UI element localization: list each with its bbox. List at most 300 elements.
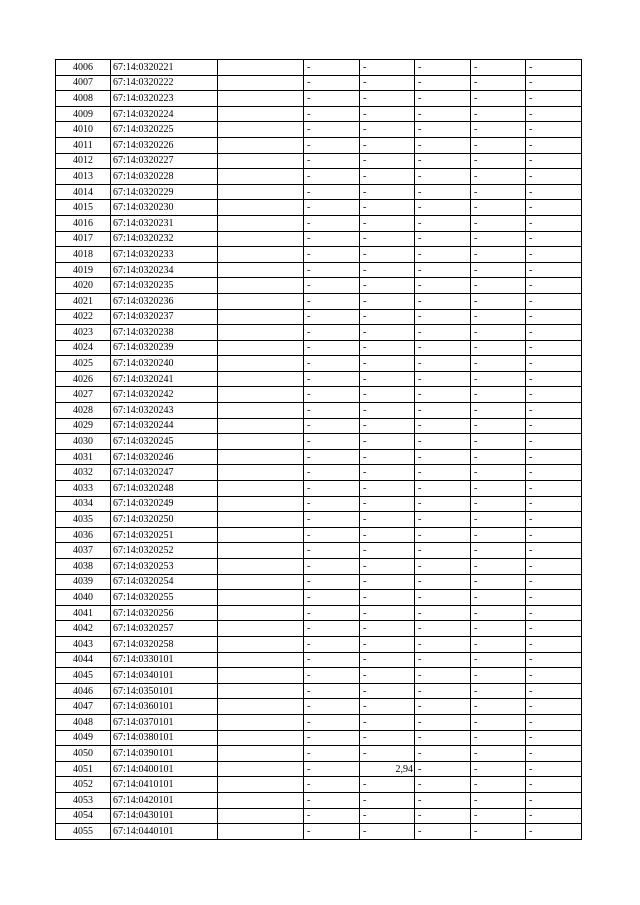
column-5-cell: - [360, 792, 415, 808]
column-4-cell: - [304, 247, 360, 263]
column-7-cell: - [471, 699, 526, 715]
table-row [56, 434, 582, 450]
column-7-cell: - [471, 356, 526, 372]
row-number-cell: 4011 [56, 137, 111, 153]
row-number-cell: 4050 [56, 746, 111, 762]
column-7-cell: - [471, 605, 526, 621]
column-8-cell: - [526, 559, 582, 575]
column-8-cell: - [526, 512, 582, 528]
row-number-cell: 4035 [56, 512, 111, 528]
column-5-cell: - [360, 746, 415, 762]
column-3-cell [218, 652, 304, 668]
column-3-cell [218, 481, 304, 497]
cadastral-code-cell: 67:14:0320233 [111, 247, 218, 263]
column-4-cell: - [304, 621, 360, 637]
column-7-cell: - [471, 247, 526, 263]
row-number-cell: 4043 [56, 636, 111, 652]
row-number-cell: 4025 [56, 356, 111, 372]
column-5-cell: - [360, 293, 415, 309]
column-8-cell: - [526, 636, 582, 652]
column-7-cell: - [471, 527, 526, 543]
table-row [56, 668, 582, 684]
column-8-cell: - [526, 699, 582, 715]
column-3-cell [218, 356, 304, 372]
row-number-cell: 4046 [56, 683, 111, 699]
column-5-cell: - [360, 340, 415, 356]
column-5-cell: - [360, 496, 415, 512]
table-row [56, 652, 582, 668]
column-3-cell [218, 465, 304, 481]
column-7-cell: - [471, 340, 526, 356]
cadastral-code-cell: 67:14:0320231 [111, 215, 218, 231]
column-3-cell [218, 184, 304, 200]
column-5-cell: - [360, 231, 415, 247]
column-6-cell: - [415, 824, 471, 840]
column-3-cell [218, 418, 304, 434]
column-7-cell: - [471, 621, 526, 637]
column-4-cell: - [304, 730, 360, 746]
column-6-cell: - [415, 636, 471, 652]
table-row [56, 293, 582, 309]
column-8-cell: - [526, 215, 582, 231]
column-7-cell: - [471, 418, 526, 434]
column-3-cell [218, 371, 304, 387]
column-6-cell: - [415, 434, 471, 450]
column-5-cell: - [360, 668, 415, 684]
column-4-cell: - [304, 278, 360, 294]
column-5-cell: - [360, 730, 415, 746]
cadastral-code-cell: 67:14:0320236 [111, 293, 218, 309]
table-row [56, 824, 582, 840]
column-8-cell: - [526, 777, 582, 793]
column-5-cell: - [360, 200, 415, 216]
table-row [56, 605, 582, 621]
column-6-cell: - [415, 746, 471, 762]
column-7-cell: - [471, 636, 526, 652]
column-4-cell: - [304, 465, 360, 481]
column-5-cell: - [360, 91, 415, 107]
column-6-cell: - [415, 512, 471, 528]
row-number-cell: 4028 [56, 403, 111, 419]
column-3-cell [218, 746, 304, 762]
column-8-cell: - [526, 387, 582, 403]
column-6-cell: - [415, 200, 471, 216]
column-3-cell [218, 325, 304, 341]
column-3-cell [218, 699, 304, 715]
column-5-cell: - [360, 356, 415, 372]
column-6-cell: - [415, 309, 471, 325]
column-6-cell: - [415, 714, 471, 730]
table-row [56, 309, 582, 325]
column-5-cell: - [360, 527, 415, 543]
row-number-cell: 4051 [56, 761, 111, 777]
column-7-cell: - [471, 371, 526, 387]
column-6-cell: - [415, 371, 471, 387]
column-5-cell: - [360, 215, 415, 231]
column-3-cell [218, 387, 304, 403]
column-6-cell: - [415, 153, 471, 169]
cadastral-code-cell: 67:14:0320232 [111, 231, 218, 247]
column-3-cell [218, 247, 304, 263]
table-row [56, 559, 582, 575]
row-number-cell: 4022 [56, 309, 111, 325]
column-4-cell: - [304, 777, 360, 793]
cadastral-code-cell: 67:14:0320242 [111, 387, 218, 403]
table-row [56, 621, 582, 637]
column-5-cell: - [360, 325, 415, 341]
cadastral-code-cell: 67:14:0320251 [111, 527, 218, 543]
column-4-cell: - [304, 153, 360, 169]
column-6-cell: - [415, 543, 471, 559]
column-4-cell: - [304, 387, 360, 403]
column-7-cell: - [471, 325, 526, 341]
column-7-cell: - [471, 387, 526, 403]
column-8-cell: - [526, 153, 582, 169]
row-number-cell: 4030 [56, 434, 111, 450]
column-7-cell: - [471, 75, 526, 91]
cadastral-code-cell: 67:14:0430101 [111, 808, 218, 824]
column-7-cell: - [471, 293, 526, 309]
column-8-cell: - [526, 106, 582, 122]
column-4-cell: - [304, 714, 360, 730]
column-5-cell: - [360, 247, 415, 263]
column-3-cell [218, 137, 304, 153]
column-7-cell: - [471, 824, 526, 840]
cadastral-code-cell: 67:14:0320249 [111, 496, 218, 512]
row-number-cell: 4045 [56, 668, 111, 684]
table-row [56, 184, 582, 200]
column-5-cell: - [360, 75, 415, 91]
column-6-cell: - [415, 122, 471, 138]
row-number-cell: 4014 [56, 184, 111, 200]
column-8-cell: - [526, 668, 582, 684]
column-8-cell: - [526, 527, 582, 543]
row-number-cell: 4036 [56, 527, 111, 543]
column-6-cell: - [415, 387, 471, 403]
column-8-cell: - [526, 714, 582, 730]
column-7-cell: - [471, 543, 526, 559]
column-7-cell: - [471, 714, 526, 730]
cadastral-code-cell: 67:14:0320222 [111, 75, 218, 91]
column-5-cell: - [360, 169, 415, 185]
cadastral-code-cell: 67:14:0320245 [111, 434, 218, 450]
column-5-cell: - [360, 122, 415, 138]
cadastral-code-cell: 67:14:0320258 [111, 636, 218, 652]
column-3-cell [218, 636, 304, 652]
column-8-cell: - [526, 746, 582, 762]
cadastral-code-cell: 67:14:0320250 [111, 512, 218, 528]
column-4-cell: - [304, 231, 360, 247]
column-8-cell: - [526, 75, 582, 91]
row-number-cell: 4053 [56, 792, 111, 808]
table-row [56, 418, 582, 434]
column-8-cell: - [526, 730, 582, 746]
column-3-cell [218, 496, 304, 512]
column-5-cell: - [360, 605, 415, 621]
column-5-cell: - [360, 278, 415, 294]
cadastral-code-cell: 67:14:0410101 [111, 777, 218, 793]
column-3-cell [218, 122, 304, 138]
column-3-cell [218, 403, 304, 419]
column-6-cell: - [415, 169, 471, 185]
column-8-cell: - [526, 278, 582, 294]
column-3-cell [218, 808, 304, 824]
column-8-cell: - [526, 574, 582, 590]
cadastral-code-cell: 67:14:0320226 [111, 137, 218, 153]
column-5-cell: - [360, 714, 415, 730]
row-number-cell: 4012 [56, 153, 111, 169]
column-4-cell: - [304, 636, 360, 652]
cadastral-code-cell: 67:14:0330101 [111, 652, 218, 668]
column-8-cell: - [526, 434, 582, 450]
table-row [56, 543, 582, 559]
row-number-cell: 4006 [56, 60, 111, 76]
column-5-cell: - [360, 153, 415, 169]
column-7-cell: - [471, 278, 526, 294]
column-8-cell: - [526, 652, 582, 668]
cadastral-code-cell: 67:14:0320244 [111, 418, 218, 434]
column-7-cell: - [471, 652, 526, 668]
cadastral-code-cell: 67:14:0440101 [111, 824, 218, 840]
column-3-cell [218, 730, 304, 746]
column-8-cell: - [526, 137, 582, 153]
column-4-cell: - [304, 75, 360, 91]
column-8-cell: - [526, 184, 582, 200]
column-7-cell: - [471, 590, 526, 606]
column-7-cell: - [471, 512, 526, 528]
column-4-cell: - [304, 60, 360, 76]
column-5-cell: - [360, 777, 415, 793]
table-row [56, 403, 582, 419]
column-4-cell: - [304, 262, 360, 278]
column-7-cell: - [471, 465, 526, 481]
column-5-cell: - [360, 574, 415, 590]
table-row [56, 356, 582, 372]
column-8-cell: - [526, 325, 582, 341]
column-4-cell: - [304, 761, 360, 777]
column-5-cell: - [360, 636, 415, 652]
table-row [56, 746, 582, 762]
row-number-cell: 4027 [56, 387, 111, 403]
column-4-cell: - [304, 746, 360, 762]
column-4-cell: - [304, 403, 360, 419]
column-5-cell: - [360, 512, 415, 528]
table-row [56, 325, 582, 341]
column-6-cell: - [415, 278, 471, 294]
column-3-cell [218, 543, 304, 559]
column-8-cell: - [526, 247, 582, 263]
column-4-cell: - [304, 106, 360, 122]
cadastral-code-cell: 67:14:0320239 [111, 340, 218, 356]
column-6-cell: - [415, 262, 471, 278]
column-7-cell: - [471, 746, 526, 762]
table-row [56, 278, 582, 294]
cadastral-code-cell: 67:14:0320247 [111, 465, 218, 481]
column-6-cell: - [415, 184, 471, 200]
table-row [56, 699, 582, 715]
column-4-cell: - [304, 169, 360, 185]
column-5-cell: - [360, 699, 415, 715]
row-number-cell: 4049 [56, 730, 111, 746]
column-7-cell: - [471, 91, 526, 107]
column-3-cell [218, 293, 304, 309]
column-3-cell [218, 574, 304, 590]
row-number-cell: 4041 [56, 605, 111, 621]
column-4-cell: - [304, 418, 360, 434]
column-4-cell: - [304, 137, 360, 153]
table-row [56, 808, 582, 824]
column-7-cell: - [471, 153, 526, 169]
column-5-cell: - [360, 481, 415, 497]
table-row [56, 496, 582, 512]
column-5-cell: - [360, 60, 415, 76]
cadastral-code-cell: 67:14:0320246 [111, 449, 218, 465]
column-4-cell: - [304, 590, 360, 606]
column-6-cell: - [415, 761, 471, 777]
column-6-cell: - [415, 668, 471, 684]
column-7-cell: - [471, 668, 526, 684]
column-7-cell: - [471, 122, 526, 138]
cadastral-code-cell: 67:14:0320240 [111, 356, 218, 372]
cadastral-code-cell: 67:14:0320234 [111, 262, 218, 278]
row-number-cell: 4032 [56, 465, 111, 481]
cadastral-code-cell: 67:14:0360101 [111, 699, 218, 715]
row-number-cell: 4034 [56, 496, 111, 512]
column-4-cell: - [304, 668, 360, 684]
column-8-cell: - [526, 169, 582, 185]
column-4-cell: - [304, 699, 360, 715]
column-7-cell: - [471, 761, 526, 777]
column-3-cell [218, 153, 304, 169]
row-number-cell: 4052 [56, 777, 111, 793]
column-3-cell [218, 512, 304, 528]
row-number-cell: 4029 [56, 418, 111, 434]
table-row [56, 777, 582, 793]
column-5-cell: - [360, 371, 415, 387]
column-6-cell: - [415, 60, 471, 76]
column-3-cell [218, 91, 304, 107]
row-number-cell: 4018 [56, 247, 111, 263]
table-row [56, 122, 582, 138]
column-5-cell: - [360, 106, 415, 122]
column-6-cell: - [415, 465, 471, 481]
table-row [56, 792, 582, 808]
row-number-cell: 4020 [56, 278, 111, 294]
column-4-cell: - [304, 543, 360, 559]
column-7-cell: - [471, 808, 526, 824]
column-4-cell: - [304, 293, 360, 309]
cadastral-code-cell: 67:14:0320248 [111, 481, 218, 497]
table-row [56, 91, 582, 107]
column-4-cell: - [304, 356, 360, 372]
column-7-cell: - [471, 215, 526, 231]
column-6-cell: - [415, 730, 471, 746]
row-number-cell: 4042 [56, 621, 111, 637]
column-7-cell: - [471, 683, 526, 699]
cadastral-code-cell: 67:14:0370101 [111, 714, 218, 730]
column-5-cell: - [360, 652, 415, 668]
column-3-cell [218, 262, 304, 278]
table-row [56, 247, 582, 263]
row-number-cell: 4033 [56, 481, 111, 497]
column-7-cell: - [471, 262, 526, 278]
column-3-cell [218, 106, 304, 122]
row-number-cell: 4054 [56, 808, 111, 824]
data-table [55, 59, 582, 840]
column-8-cell: - [526, 543, 582, 559]
column-8-cell: - [526, 621, 582, 637]
table-row [56, 231, 582, 247]
column-3-cell [218, 75, 304, 91]
column-3-cell [218, 621, 304, 637]
row-number-cell: 4010 [56, 122, 111, 138]
column-3-cell [218, 777, 304, 793]
column-5-cell: - [360, 621, 415, 637]
row-number-cell: 4009 [56, 106, 111, 122]
column-5-cell: - [360, 559, 415, 575]
column-8-cell: - [526, 122, 582, 138]
column-8-cell: - [526, 60, 582, 76]
column-4-cell: - [304, 325, 360, 341]
column-5-cell: - [360, 543, 415, 559]
column-7-cell: - [471, 231, 526, 247]
column-8-cell: - [526, 200, 582, 216]
column-4-cell: - [304, 309, 360, 325]
row-number-cell: 4038 [56, 559, 111, 575]
cadastral-code-cell: 67:14:0420101 [111, 792, 218, 808]
table-row [56, 200, 582, 216]
cadastral-code-cell: 67:14:0320243 [111, 403, 218, 419]
column-8-cell: - [526, 481, 582, 497]
column-3-cell [218, 559, 304, 575]
row-number-cell: 4048 [56, 714, 111, 730]
column-8-cell: - [526, 683, 582, 699]
row-number-cell: 4047 [56, 699, 111, 715]
column-5-cell: - [360, 309, 415, 325]
column-3-cell [218, 60, 304, 76]
table-row [56, 153, 582, 169]
column-3-cell [218, 278, 304, 294]
column-6-cell: - [415, 325, 471, 341]
column-6-cell: - [415, 792, 471, 808]
table-row [56, 714, 582, 730]
column-5-cell: - [360, 403, 415, 419]
column-6-cell: - [415, 247, 471, 263]
column-3-cell [218, 590, 304, 606]
column-6-cell: - [415, 356, 471, 372]
column-5-cell: - [360, 449, 415, 465]
table-row [56, 137, 582, 153]
row-number-cell: 4016 [56, 215, 111, 231]
row-number-cell: 4024 [56, 340, 111, 356]
column-4-cell: - [304, 496, 360, 512]
column-3-cell [218, 340, 304, 356]
column-6-cell: - [415, 559, 471, 575]
table-row [56, 574, 582, 590]
cadastral-code-cell: 67:14:0320223 [111, 91, 218, 107]
table-row [56, 636, 582, 652]
column-6-cell: - [415, 449, 471, 465]
cadastral-code-cell: 67:14:0320228 [111, 169, 218, 185]
table-row [56, 730, 582, 746]
table-row [56, 262, 582, 278]
column-8-cell: - [526, 605, 582, 621]
column-4-cell: - [304, 559, 360, 575]
column-4-cell: - [304, 215, 360, 231]
column-8-cell: - [526, 309, 582, 325]
column-4-cell: - [304, 792, 360, 808]
row-number-cell: 4044 [56, 652, 111, 668]
